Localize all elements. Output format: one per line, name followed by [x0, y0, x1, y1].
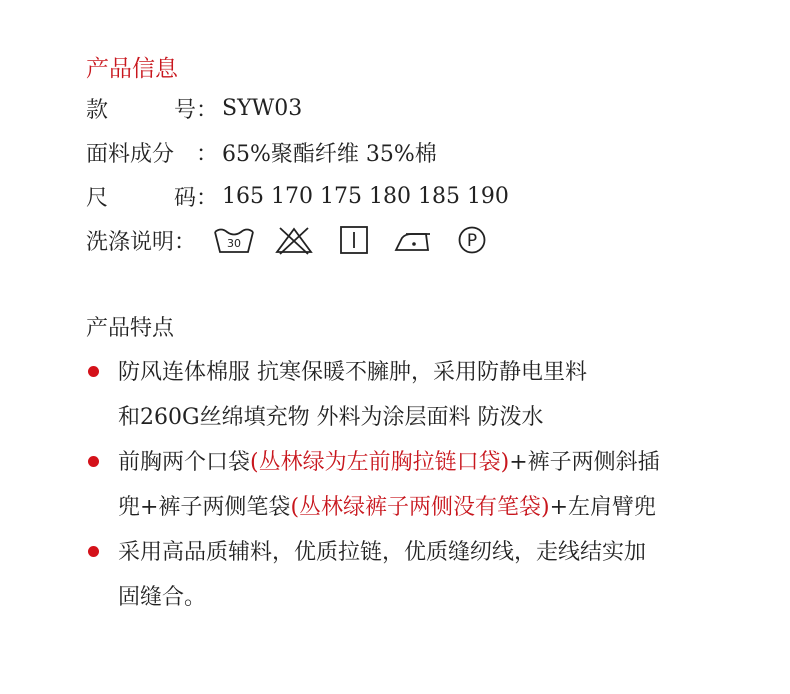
- bullet-dot: [88, 546, 99, 557]
- fabric-value: 65%聚酯纤维 35%棉: [222, 141, 437, 167]
- no-bleach-icon: [272, 224, 316, 256]
- product-info-section: [86, 52, 750, 262]
- feature-item: 采用高品质辅料，优质拉链，优质缝纫线，走线结实加 固缝合。: [86, 530, 748, 620]
- drip-dry-icon: [332, 224, 376, 256]
- care-icons: [212, 224, 512, 256]
- style-number-value: SYW03: [222, 95, 303, 121]
- bullet-dot: [88, 366, 99, 377]
- style-number-label: 款 号: [86, 97, 196, 123]
- feature-item: 前胸两个口袋(丛林绿为左前胸拉链口袋)+裤子两侧斜插 兜+裤子两侧笔袋(丛林绿裤子两侧没有笔袋)+左肩臂兜: [86, 440, 748, 530]
- dry-clean-p-icon: [452, 224, 496, 256]
- product-features-section: [86, 312, 750, 620]
- care-row: [86, 218, 750, 262]
- size-label: 尺 码: [86, 185, 196, 211]
- product-info-title: 产品信息: [86, 56, 178, 82]
- features-list: [86, 350, 750, 620]
- highlight-note: (丛林绿裤子两侧没有笔袋): [290, 495, 550, 520]
- care-label: 洗涤说明：: [86, 229, 197, 255]
- size-row: 尺 码 ： 165 170 175 180 185 190: [86, 174, 750, 218]
- iron-icon: [392, 224, 436, 256]
- size-value: 165 170 175 180 185 190: [222, 183, 509, 209]
- feature-item: 防风连体棉服 抗寒保暖不臃肿，采用防静电里料 和260G丝绵填充物 外料为涂层面料 防泼水: [86, 350, 748, 440]
- fabric-label: 面料成分: [86, 141, 175, 167]
- wash-temp-text: 30: [227, 237, 241, 250]
- dry-clean-letter: P: [466, 231, 478, 251]
- wash-30-icon: [212, 224, 256, 256]
- highlight-note: (丛林绿为左前胸拉链口袋): [250, 450, 510, 475]
- fabric-row: 面料成分 ： 65%聚酯纤维 35%棉: [86, 130, 750, 174]
- product-features-title: 产品特点: [86, 316, 175, 341]
- bullet-dot: [88, 456, 99, 467]
- style-number-row: 款 号 ： SYW03: [86, 86, 750, 130]
